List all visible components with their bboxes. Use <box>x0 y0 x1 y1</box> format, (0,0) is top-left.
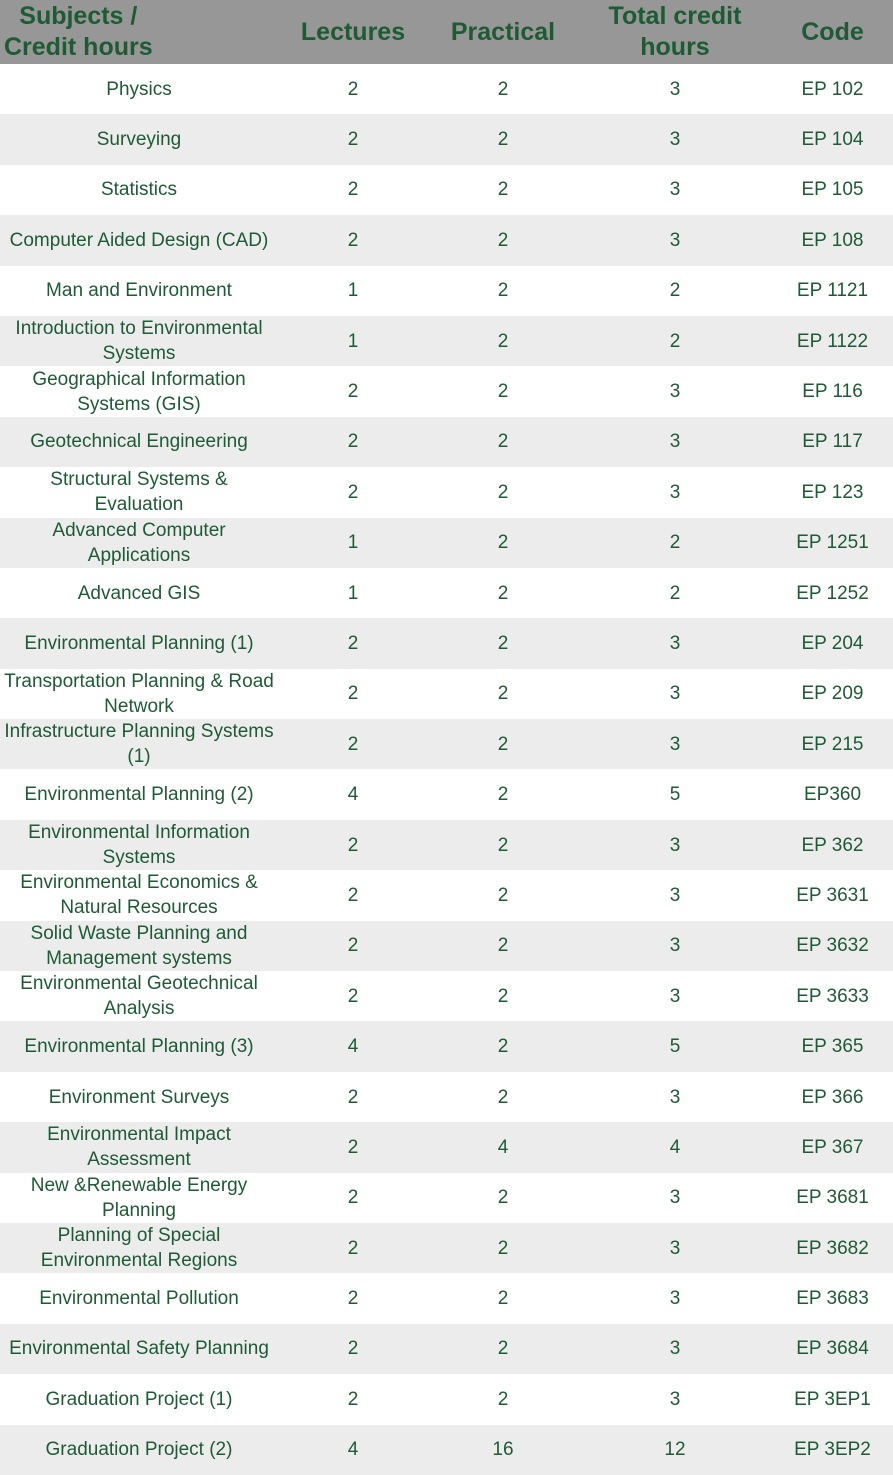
cell-practical: 2 <box>497 1388 509 1410</box>
header-total-credit-hours <box>578 0 772 64</box>
cell-total-credit-hours: 3 <box>669 884 681 906</box>
cell-practical: 2 <box>497 733 509 755</box>
cell-subject: Man and Environment <box>46 280 232 302</box>
cell-code: EP360 <box>803 784 862 806</box>
table-row <box>0 1122 893 1172</box>
cell-practical: 2 <box>497 330 509 352</box>
cell-practical: 2 <box>497 229 509 251</box>
cell-subject: Advanced Computer Applications <box>52 519 226 566</box>
cell-code: EP 367 <box>801 1136 864 1158</box>
table-row <box>0 1173 893 1223</box>
cell-code: EP 117 <box>802 431 863 453</box>
cell-subject: Transportation Planning & Road Network <box>4 670 274 717</box>
cell-practical: 2 <box>497 834 509 856</box>
header-practical: Practical <box>450 17 556 46</box>
table-row <box>0 1273 893 1323</box>
table-row <box>0 1223 893 1273</box>
cell-total-credit-hours: 3 <box>669 481 681 503</box>
cell-practical: 4 <box>497 1136 509 1158</box>
cell-total-credit-hours: 3 <box>669 985 681 1007</box>
table-row <box>0 769 893 819</box>
cell-code: EP 1251 <box>796 532 869 554</box>
cell-code: EP 3EP2 <box>794 1439 871 1461</box>
cell-code: EP 116 <box>802 381 863 403</box>
table-row <box>0 568 893 618</box>
cell-code: EP 1122 <box>796 330 869 352</box>
cell-total-credit-hours: 3 <box>669 632 681 654</box>
cell-lectures: 2 <box>347 632 359 654</box>
cell-practical: 2 <box>497 1288 509 1310</box>
cell-practical: 2 <box>497 1338 509 1360</box>
cell-lectures: 2 <box>347 481 359 503</box>
cell-practical: 2 <box>497 683 509 705</box>
cell-practical: 2 <box>497 1086 509 1108</box>
cell-code: EP 209 <box>801 683 864 705</box>
cell-practical: 2 <box>497 1237 509 1259</box>
cell-subject: Geographical Information Systems (GIS) <box>32 368 246 415</box>
header-code: Code <box>801 17 864 46</box>
cell-code: EP 3633 <box>796 985 869 1007</box>
cell-lectures: 2 <box>347 229 359 251</box>
cell-subject: Physics <box>106 78 172 100</box>
table-row <box>0 921 893 971</box>
cell-practical: 2 <box>497 532 509 554</box>
cell-practical: 2 <box>497 78 509 100</box>
table-row <box>0 1425 893 1475</box>
cell-total-credit-hours: 3 <box>669 1388 681 1410</box>
cell-subject: Graduation Project (1) <box>45 1388 233 1410</box>
cell-practical: 2 <box>497 179 509 201</box>
cell-practical: 2 <box>497 884 509 906</box>
cell-subject: Environmental Geotechnical Analysis <box>20 973 258 1020</box>
cell-code: EP 3681 <box>796 1187 869 1209</box>
cell-subject: Introduction to Environmental Systems <box>15 318 263 365</box>
cell-subject: Statistics <box>100 179 178 201</box>
table-row <box>0 165 893 215</box>
cell-lectures: 4 <box>347 1036 359 1058</box>
cell-subject: Environmental Information Systems <box>28 822 250 869</box>
cell-subject: Surveying <box>96 129 182 151</box>
cell-subject: Environment Surveys <box>48 1086 230 1108</box>
cell-subject: Environmental Pollution <box>39 1288 239 1310</box>
header-subjects <box>0 0 278 64</box>
header-total-line1: Total credit <box>608 2 742 30</box>
cell-practical: 2 <box>497 1036 509 1058</box>
cell-total-credit-hours: 3 <box>669 431 681 453</box>
cell-total-credit-hours: 3 <box>669 834 681 856</box>
cell-lectures: 2 <box>347 985 359 1007</box>
table-row <box>0 820 893 870</box>
cell-code: EP 3EP1 <box>794 1388 871 1410</box>
cell-practical: 2 <box>497 784 509 806</box>
cell-subject: Structural Systems & Evaluation <box>50 469 228 516</box>
cell-total-credit-hours: 2 <box>669 280 681 302</box>
cell-lectures: 2 <box>347 1388 359 1410</box>
cell-lectures: 2 <box>347 179 359 201</box>
cell-practical: 2 <box>497 481 509 503</box>
cell-subject: Geotechnical Engineering <box>30 431 248 453</box>
cell-subject: Advanced GIS <box>77 582 201 604</box>
table-row <box>0 417 893 467</box>
table-row <box>0 1021 893 1071</box>
table-row <box>0 467 893 517</box>
cell-total-credit-hours: 3 <box>669 78 681 100</box>
cell-total-credit-hours: 3 <box>669 129 681 151</box>
cell-subject: New &Renewable Energy Planning <box>30 1174 248 1221</box>
cell-subject: Environmental Planning (1) <box>24 632 254 654</box>
table-row <box>0 971 893 1021</box>
cell-lectures: 2 <box>347 1136 359 1158</box>
header-subjects-line2: Credit hours <box>4 33 153 61</box>
cell-subject: Solid Waste Planning and Management systems <box>30 922 248 969</box>
table-row <box>0 266 893 316</box>
cell-lectures: 2 <box>347 733 359 755</box>
cell-practical: 2 <box>497 129 509 151</box>
cell-code: EP 104 <box>801 129 864 151</box>
cell-lectures: 2 <box>347 884 359 906</box>
cell-practical: 16 <box>492 1439 514 1461</box>
header-total-line2: hours <box>640 33 710 61</box>
cell-practical: 2 <box>497 280 509 302</box>
cell-total-credit-hours: 3 <box>669 229 681 251</box>
cell-lectures: 2 <box>347 683 359 705</box>
cell-total-credit-hours: 5 <box>669 1036 681 1058</box>
table-row <box>0 215 893 265</box>
cell-practical: 2 <box>497 431 509 453</box>
cell-code: EP 3682 <box>796 1237 869 1259</box>
cell-subject: Environmental Planning (3) <box>24 1036 254 1058</box>
cell-total-credit-hours: 3 <box>669 935 681 957</box>
cell-code: EP 366 <box>801 1086 864 1108</box>
cell-lectures: 2 <box>347 1237 359 1259</box>
table-row <box>0 114 893 164</box>
cell-code: EP 362 <box>801 834 864 856</box>
cell-total-credit-hours: 3 <box>669 1187 681 1209</box>
cell-lectures: 1 <box>347 330 359 352</box>
cell-practical: 2 <box>497 632 509 654</box>
cell-lectures: 2 <box>347 381 359 403</box>
table-row <box>0 719 893 769</box>
cell-code: EP 204 <box>801 632 864 654</box>
cell-total-credit-hours: 2 <box>669 532 681 554</box>
cell-code: EP 123 <box>801 481 864 503</box>
cell-subject: Computer Aided Design (CAD) <box>9 229 269 251</box>
table-row <box>0 870 893 920</box>
header-subjects-line1: Subjects / <box>19 2 138 30</box>
cell-code: EP 1121 <box>796 280 869 302</box>
cell-subject: Environmental Safety Planning <box>9 1338 269 1360</box>
table-row <box>0 1072 893 1122</box>
table-row <box>0 518 893 568</box>
table-row <box>0 1374 893 1424</box>
cell-subject: Infrastructure Planning Systems (1) <box>4 721 274 768</box>
cell-total-credit-hours: 3 <box>669 179 681 201</box>
cell-practical: 2 <box>497 1187 509 1209</box>
cell-total-credit-hours: 2 <box>669 582 681 604</box>
header-total-label <box>609 1 742 63</box>
cell-total-credit-hours: 3 <box>669 1086 681 1108</box>
cell-total-credit-hours: 3 <box>669 1338 681 1360</box>
cell-code: EP 3632 <box>796 935 869 957</box>
cell-lectures: 2 <box>347 834 359 856</box>
table-row <box>0 669 893 719</box>
cell-total-credit-hours: 2 <box>669 330 681 352</box>
cell-code: EP 365 <box>801 1036 864 1058</box>
cell-code: EP 1252 <box>796 582 869 604</box>
cell-code: EP 102 <box>801 78 864 100</box>
header-subjects-label <box>4 1 153 63</box>
cell-lectures: 2 <box>347 1187 359 1209</box>
table-body <box>0 64 893 1475</box>
cell-subject: Environmental Impact Assessment <box>47 1124 231 1171</box>
cell-subject: Planning of Special Environmental Regions <box>40 1225 238 1272</box>
cell-lectures: 2 <box>347 1086 359 1108</box>
cell-code: EP 215 <box>801 733 864 755</box>
cell-practical: 2 <box>497 381 509 403</box>
cell-practical: 2 <box>497 935 509 957</box>
cell-code: EP 3631 <box>796 884 869 906</box>
table-row <box>0 1324 893 1374</box>
table-row <box>0 618 893 668</box>
cell-code: EP 3683 <box>796 1288 869 1310</box>
cell-practical: 2 <box>497 985 509 1007</box>
table-header <box>0 0 893 64</box>
cell-total-credit-hours: 3 <box>669 733 681 755</box>
cell-total-credit-hours: 5 <box>669 784 681 806</box>
cell-lectures: 4 <box>347 1439 359 1461</box>
cell-total-credit-hours: 12 <box>664 1439 686 1461</box>
table-row <box>0 316 893 366</box>
cell-code: EP 108 <box>801 229 864 251</box>
cell-lectures: 1 <box>347 582 359 604</box>
cell-lectures: 2 <box>347 1338 359 1360</box>
cell-total-credit-hours: 3 <box>669 1237 681 1259</box>
cell-lectures: 2 <box>347 129 359 151</box>
cell-subject: Graduation Project (2) <box>45 1439 233 1461</box>
table-row <box>0 64 893 114</box>
cell-lectures: 2 <box>347 1288 359 1310</box>
header-lectures: Lectures <box>300 17 406 46</box>
cell-subject: Environmental Planning (2) <box>24 784 254 806</box>
cell-lectures: 2 <box>347 935 359 957</box>
cell-lectures: 2 <box>347 78 359 100</box>
cell-lectures: 4 <box>347 784 359 806</box>
cell-total-credit-hours: 3 <box>669 381 681 403</box>
cell-lectures: 1 <box>347 280 359 302</box>
cell-total-credit-hours: 3 <box>669 1288 681 1310</box>
cell-lectures: 1 <box>347 532 359 554</box>
cell-total-credit-hours: 4 <box>669 1136 681 1158</box>
table-row <box>0 366 893 416</box>
cell-total-credit-hours: 3 <box>669 683 681 705</box>
cell-code: EP 105 <box>801 179 864 201</box>
cell-lectures: 2 <box>347 431 359 453</box>
cell-practical: 2 <box>497 582 509 604</box>
cell-subject: Environmental Economics & Natural Resources <box>20 872 258 919</box>
cell-code: EP 3684 <box>796 1338 869 1360</box>
